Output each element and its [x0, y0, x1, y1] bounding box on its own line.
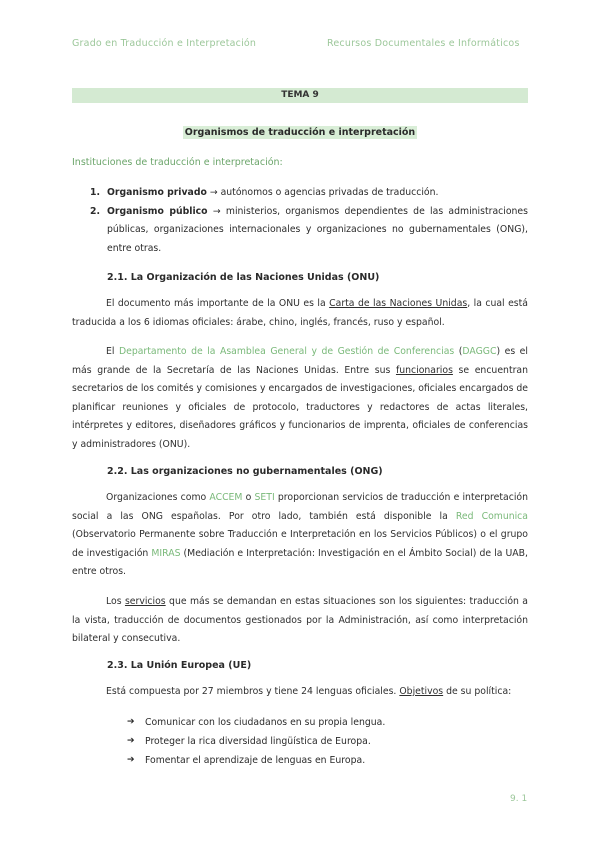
text: El — [106, 346, 119, 357]
paragraph-ong-2 — [72, 593, 528, 649]
section-heading: Instituciones de traducción e interpretación: — [72, 157, 283, 168]
red-comunica-link[interactable]: Red Comunica — [455, 510, 528, 522]
subsection-title-ue: 2.3. La Unión Europea (UE) — [107, 660, 252, 671]
text: de su política: — [443, 686, 512, 697]
text: (Observatorio Permanente sobre Traducción e Interpretación en los Servicios Públicos) o el grupo de investigación — [72, 529, 528, 559]
paragraph-onu-1 — [72, 295, 528, 332]
list-text: autónomos o agencias privadas de traducción. — [217, 187, 439, 198]
goal-text: Comunicar con los ciudadanos en su propia lengua. — [145, 717, 386, 728]
ue-goals-list — [127, 713, 385, 770]
tema-banner: TEMA 9 — [72, 88, 528, 103]
text: (Mediación e Interpretación: Investigación en el Ámbito Social) de la UAB, entre otros. — [72, 547, 528, 577]
arrow-icon: → — [209, 187, 218, 198]
dagcc-acronym: DAGGC — [462, 346, 497, 357]
list-text: ministerios, organismos dependientes de las administraciones públicas, organizaciones internacionales y organizaciones no gubernamentales (ONG), entre otras. — [107, 205, 528, 254]
text: Los — [106, 596, 125, 607]
list-number: 1. — [90, 187, 101, 198]
arrow-icon: → — [212, 205, 221, 217]
page-number: 9. 1 — [510, 794, 528, 804]
text: ) es el más grande de la Secretaría de las Naciones Unidas. Entre sus — [72, 346, 528, 376]
text: ( — [454, 346, 463, 357]
paragraph-ong-1 — [72, 489, 528, 582]
list-item — [127, 713, 385, 732]
paragraph-ue-1 — [72, 683, 528, 702]
text: , la cual está traducida a los 6 idiomas oficiales: árabe, chino, inglés, francés, ruso y español. — [72, 298, 528, 328]
text: o — [242, 492, 255, 503]
dagcc-link[interactable]: Departamento de la Asamblea General y de Gestión de Conferencias — [118, 346, 455, 357]
text: Está compuesta por 27 miembros y tiene 24 lenguas oficiales. — [106, 686, 400, 697]
list-number: 2. — [90, 205, 101, 217]
arrow-icon: ➔ — [127, 717, 135, 727]
list-bold: Organismo público — [107, 205, 208, 217]
page-title-text: Organismos de traducción e interpretación — [184, 127, 416, 138]
text: se encuentran secretarios de los comités y comisiones y encargados de investigaciones, oficiales encargados de planificar reuniones y oficiales de protocolo, traductores y redactores de actas literales, intérpretes y editores, diseñadores gráficos y funcionarios de imprenta, oficiales de conferencias y administradores (ONU). — [72, 364, 528, 450]
institution-list — [90, 184, 528, 258]
page-title — [0, 120, 600, 139]
arrow-icon: ➔ — [127, 736, 135, 746]
text: que más se demandan en estas situaciones son los siguientes: traducción a la vista, traducción de documentos gestionados por la Administración, así como interpretación bilateral y consecutiva. — [72, 596, 528, 644]
seti-link[interactable]: SETI — [254, 492, 275, 503]
text: Organizaciones como — [106, 492, 210, 503]
list-item — [90, 184, 528, 203]
text: proporcionan servicios de traducción e interpretación social a las ONG españolas. Por otro lado, también está disponible la — [72, 492, 528, 522]
servicios-link[interactable]: servicios — [124, 596, 166, 607]
list-bold: Organismo privado — [107, 187, 207, 198]
text: El documento más importante de la ONU es la — [106, 298, 330, 309]
subsection-title-ong: 2.2. Las organizaciones no gubernamentales (ONG) — [107, 466, 383, 477]
list-item — [90, 203, 528, 259]
goal-text: Fomentar el aprendizaje de lenguas en Europa. — [145, 755, 366, 766]
header-degree: Grado en Traducción e Interpretación — [72, 38, 257, 49]
paragraph-onu-2 — [72, 343, 528, 454]
list-item — [127, 732, 385, 751]
arrow-icon: ➔ — [127, 755, 135, 765]
list-item — [127, 751, 385, 770]
carta-link[interactable]: Carta de las Naciones Unidas — [329, 298, 468, 309]
goal-text: Proteger la rica diversidad lingüística de Europa. — [145, 736, 371, 747]
accem-link[interactable]: ACCEM — [209, 492, 243, 503]
header-course: Recursos Documentales e Informáticos — [327, 38, 520, 49]
objetivos-link[interactable]: Objetivos — [399, 686, 444, 697]
funcionarios-link[interactable]: funcionarios — [395, 364, 453, 376]
subsection-title-onu: 2.1. La Organización de las Naciones Unidas (ONU) — [107, 272, 380, 283]
miras-link[interactable]: MIRAS — [151, 547, 181, 559]
